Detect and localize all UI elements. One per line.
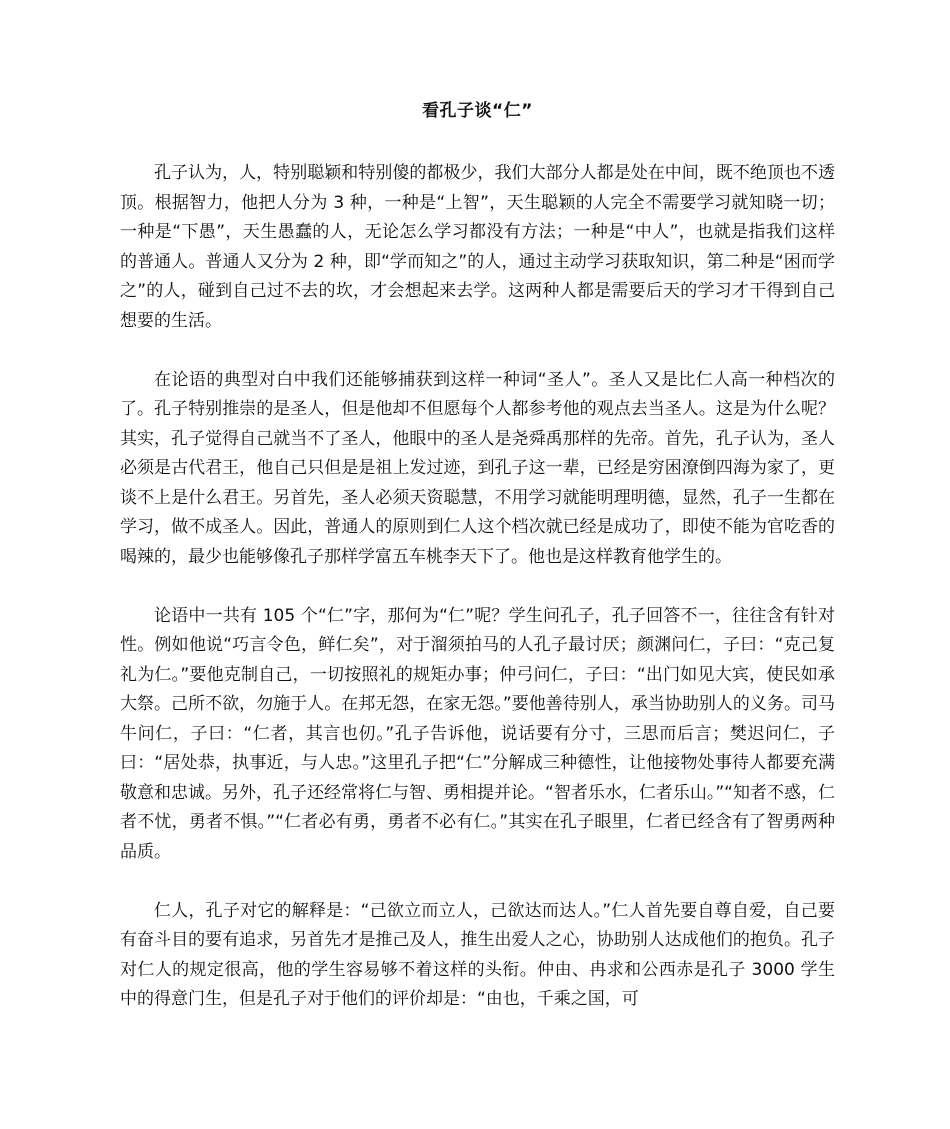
paragraph-2: 在论语的典型对白中我们还能够捕获到这样一种词“圣人”。圣人又是比仁人高一种档次的了。孔子特别推崇的是圣人，但是他却不但愿每个人都参考他的观点去当圣人。这是为什么呢？其实，孔子觉得自己就当不了圣人，他眼中的圣人是尧舜禹那样的先帝。首先，孔子认为，圣人必须是古代君王，他自己只但是是祖上发过迹，到孔子这一辈，已经是穷困潦倒四海为家了，更谈不上是什么君王。另首先，圣人必须天资聪慧，不用学习就能明理明德，显然，孔子一生都在学习，做不成圣人。因此，普通人的原则到仁人这个档次就已经是成功了，即使不能为官吃香的喝辣的，最少也能够像孔子那样学富五车桃李天下了。他也是这样教育他学生的。 [120,369,835,567]
paragraph-3: 论语中一共有 105 个“仁”字，那何为“仁”呢？学生问孔子，孔子回答不一，往往含有针对性。例如他说“巧言令色，鲜仁矣”，对于溜须拍马的人孔子最讨厌；颜渊问仁，子曰：“克己复礼为仁。”要他克制自己，一切按照礼的规矩办事；仲弓问仁，子曰：“出门如见大宾，使民如承大祭。己所不欲，勿施于人。在邦无怨，在家无怨。”要他善待别人，承当协助别人的义务。司马牛问仁，子曰：“仁者，其言也仞。”孔子告诉他，说话要有分寸，三思而后言；樊迟问仁，子曰：“居处恭，执事近，与人忠。”这里孔子把“仁”分解成三种德性，让他接物处事待人都要充满敬意和忠诚。另外，孔子还经常将仁与智、勇相提并论。“智者乐水，仁者乐山。”“知者不惑，仁者不忧，勇者不惧。”“仁者必有勇，勇者不必有仁。”其实在孔子眼里，仁者已经含有了智勇两种品质。 [120,605,835,862]
paragraph-1: 孔子认为，人，特别聪颖和特别傻的都极少，我们大部分人都是处在中间，既不绝顶也不透顶。根据智力，他把人分为 3 种，一种是“上智”，天生聪颖的人完全不需要学习就知晓一切；一种是“下愚”，天生愚蠢的人，无论怎么学习都没有方法；一种是“中人”，也就是指我们这样的普通人。普通人又分为 2 种，即“学而知之”的人，通过主动学习获取知识，第二种是“困而学之”的人，碰到自己过不去的坎，才会想起来去学。这两种人都是需要后天的学习才干得到自己想要的生活。 [120,163,835,331]
paragraph-4: 仁人，孔子对它的解释是：“己欲立而立人，己欲达而达人。”仁人首先要自尊自爱，自己要有奋斗目的要有追求，另首先才是推己及人，推生出爱人之心，协助别人达成他们的抱负。孔子对仁人的规定很高，他的学生容易够不着这样的头衔。仲由、冉求和公西赤是孔子 3000 学生中的得意门生，但是孔子对于他们的评价却是：“由也，千乘之国，可 [120,900,835,1009]
document-title: 看孔子谈“仁” [422,101,533,121]
